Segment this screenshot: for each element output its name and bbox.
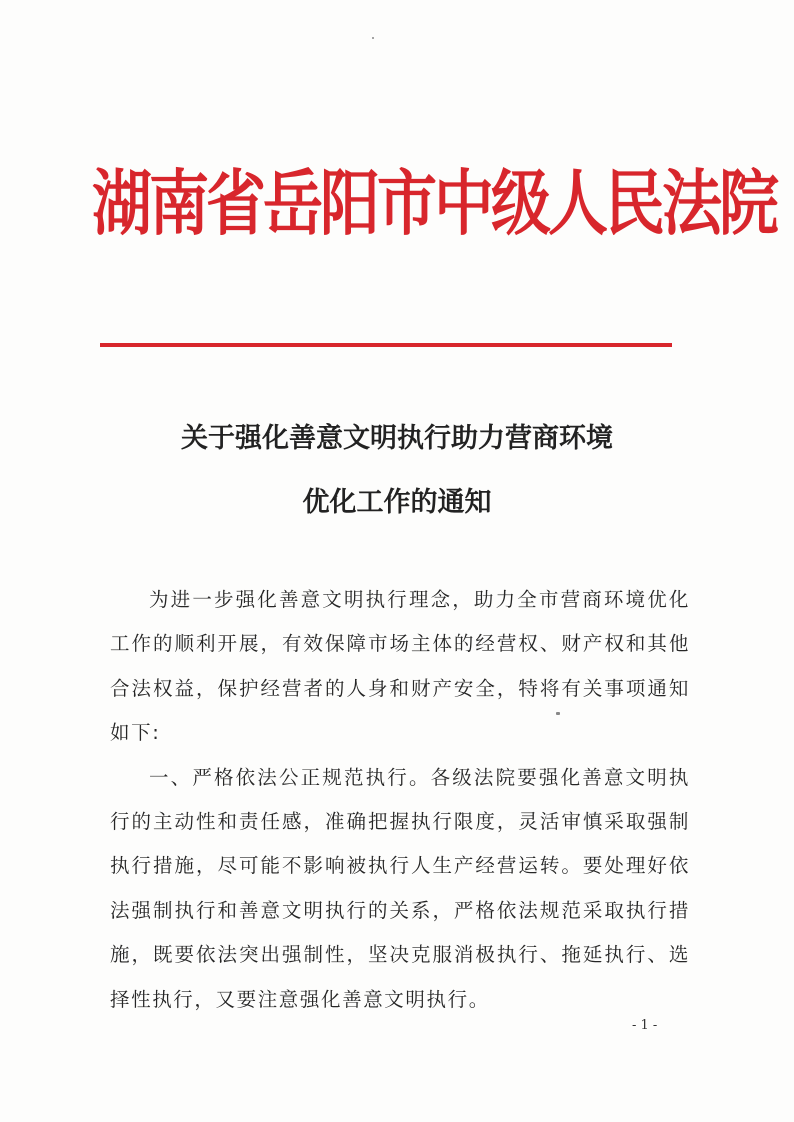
body-paragraph-section-1: 一、严格依法公正规范执行。各级法院要强化善意文明执行的主动性和责任感，准确把握执行限度，灵活审慎采取强制执行措施，尽可能不影响被执行人生产经营运转。要处理好依法强制执行和善意文明执行的关系，严格依法规范采取执行措施，既要依法突出强制性，坚决克服消极执行、拖延执行、选择性执行，又要注意强化善意文明执行。 bbox=[110, 765, 690, 1011]
document-title-line-1: 关于强化善意文明执行助力营商环境 bbox=[181, 423, 613, 454]
document-title-line-2: 优化工作的通知 bbox=[302, 487, 492, 518]
scan-speck bbox=[556, 712, 560, 715]
body-paragraph-intro: 为进一步强化善意文明执行理念，助力全市营商环境优化工作的顺利开展，有效保障市场主体的经营权、财产权和其他合法权益，保护经营者的人身和财产安全，特将有关事项通知如下: bbox=[110, 588, 690, 745]
issuing-authority-header: 湖南省岳阳市中级人民法院 bbox=[92, 163, 776, 246]
red-divider-line bbox=[100, 343, 672, 347]
scan-speck bbox=[372, 37, 374, 39]
document-body bbox=[110, 578, 690, 1022]
page-number: - 1 - bbox=[632, 1018, 658, 1033]
